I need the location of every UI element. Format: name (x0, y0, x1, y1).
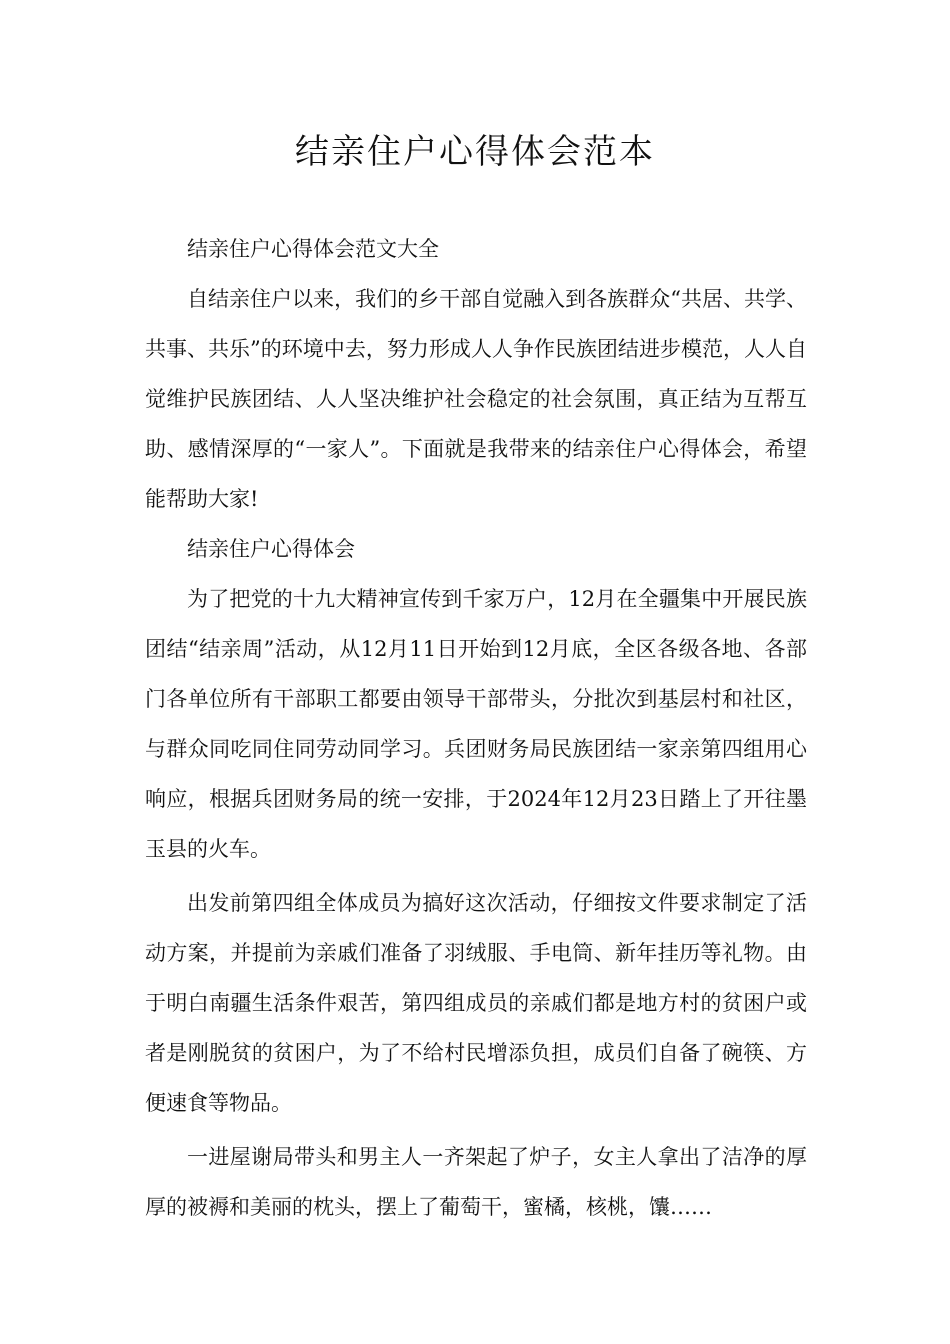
body-paragraph: 出发前第四组全体成员为搞好这次活动，仔细按文件要求制定了活动方案，并提前为亲戚们准备了羽绒服、手电筒、新年挂历等礼物。由于明白南疆生活条件艰苦，第四组成员的亲戚们都是地方村的贫困户或者是刚脱贫的贫困户，为了不给村民增添负担，成员们自备了碗筷、方便速食等物品。 (145, 891, 807, 1115)
intro-paragraph: 自结亲住户以来，我们的乡干部自觉融入到各族群众“共居、共学、共事、共乐”的环境中去，努力形成人人争作民族团结进步模范，人人自觉维护民族团结、人人坚决维护社会稳定的社会氛围，真正结为互帮互助、感情深厚的“一家人”。下面就是我带来的结亲住户心得体会，希望能帮助大家! (145, 287, 807, 511)
body-paragraph: 为了把党的十九大精神宣传到千家万户，12月在全疆集中开展民族团结“结亲周”活动，从12月11日开始到12月底，全区各级各地、各部门各单位所有干部职工都要由领导干部带头，分批次到基层村和社区，与群众同吃同住同劳动同学习。兵团财务局民族团结一家亲第四组用心响应，根据兵团财务局的统一安排，于2024年12月23日踏上了开往墨玉县的火车。 (145, 587, 807, 861)
body-paragraph: 一进屋谢局带头和男主人一齐架起了炉子，女主人拿出了洁净的厚厚的被褥和美丽的枕头，摆上了葡萄干，蜜橘，核桃，馕…… (145, 1145, 807, 1219)
subtitle-paragraph: 结亲住户心得体会范文大全 (187, 237, 439, 261)
document-body (145, 224, 807, 1232)
document-title: 结亲住户心得体会范本 (295, 132, 655, 172)
section-heading-paragraph: 结亲住户心得体会 (187, 537, 355, 561)
